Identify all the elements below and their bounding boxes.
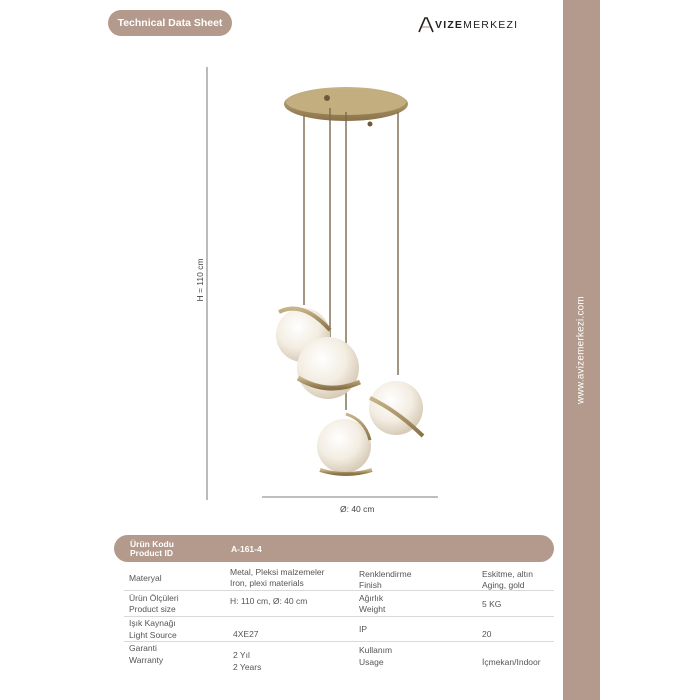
pendant-globe xyxy=(297,337,360,399)
row-divider xyxy=(124,641,554,642)
data-sheet-title: Technical Data Sheet xyxy=(108,10,232,36)
spec-label-material: Materyal xyxy=(129,573,162,583)
height-dimension-label: H = 110 cm xyxy=(195,258,205,302)
pendant-globe xyxy=(317,414,372,474)
spec-value-ip: 20 xyxy=(482,629,492,639)
product-id-label: Ürün Kodu Product ID xyxy=(130,539,174,558)
spec-label-warranty: Garanti Warranty xyxy=(129,643,164,665)
spec-value-weight: 5 KG xyxy=(482,599,502,609)
spec-value-warranty: 2 Yıl 2 Years xyxy=(233,650,262,672)
spec-value-size: H: 110 cm, Ø: 40 cm xyxy=(230,596,308,606)
website-url: www.avizemerkezi.com xyxy=(575,296,587,404)
product-id-bar xyxy=(114,535,554,562)
spec-value-usage: İçmekan/Indoor xyxy=(482,657,541,667)
diameter-dimension-label: Ø: 40 cm xyxy=(340,504,375,514)
spec-label-weight: Ağırlık Weight xyxy=(359,593,386,614)
spec-value-material: Metal, Pleksi malzemeler Iron, plexi materials xyxy=(230,567,325,588)
row-divider xyxy=(124,616,554,617)
spec-label-light-source: Işık Kaynağı Light Source xyxy=(129,618,177,640)
product-id-value: A-161-4 xyxy=(231,544,262,554)
row-divider xyxy=(124,590,554,591)
spec-label-usage: Kullanım Usage xyxy=(359,645,393,667)
spec-label-ip: IP xyxy=(359,624,368,634)
spec-value-finish: Eskitme, altın Aging, gold xyxy=(482,569,534,590)
spec-value-light-source: 4XE27 xyxy=(233,629,259,639)
spec-label-finish: Renklendirme Finish xyxy=(359,569,412,590)
pendant-globe xyxy=(369,381,423,436)
spec-label-size: Ürün Ölçüleri Product size xyxy=(129,593,179,614)
brand-name: VIZEMERKEZI xyxy=(435,19,519,31)
